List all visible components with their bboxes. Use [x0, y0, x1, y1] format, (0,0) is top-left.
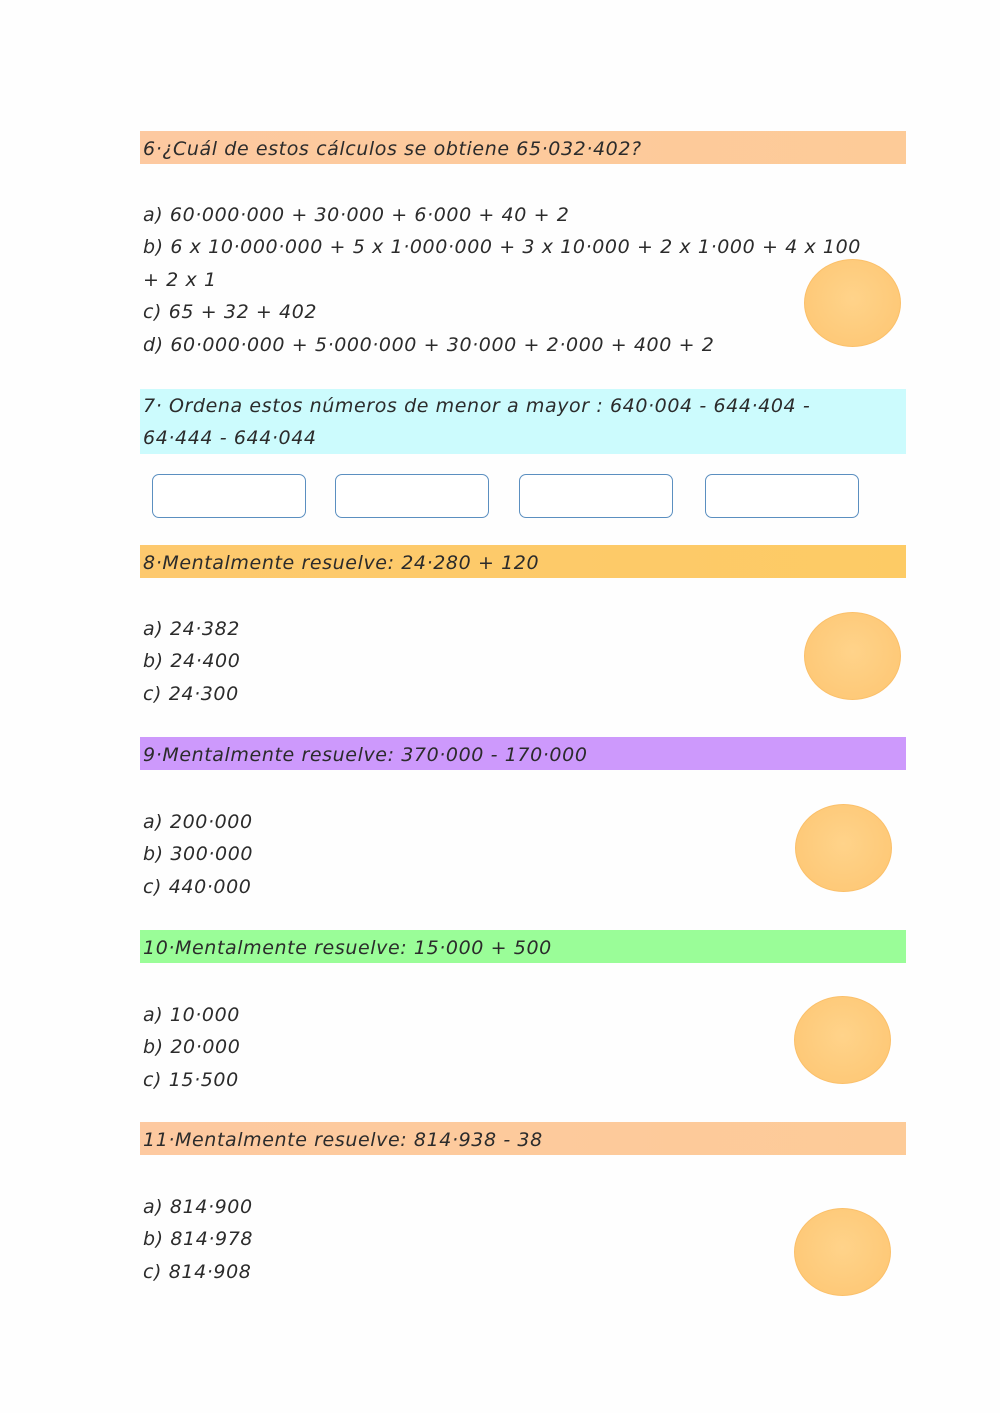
q10-answer-circle[interactable] [794, 996, 891, 1084]
q10-option-b: b) 20·000 [143, 1036, 241, 1059]
q11-title: 11·Mentalmente resuelve: 814·938 - 38 [143, 1129, 543, 1151]
q11-option-c: c) 814·908 [143, 1260, 252, 1283]
q7-title: 7· Ordena estos números de menor a mayor : 640·004 - 644·404 - 64·444 - 644·044 [143, 395, 811, 449]
q7-answer-box-2[interactable] [335, 474, 489, 518]
q7-answer-box-1[interactable] [152, 474, 306, 518]
q10-title-band [140, 930, 906, 963]
q6-answer-circle[interactable] [804, 259, 901, 347]
q10-options [143, 999, 883, 1096]
q9-option-a: a) 200·000 [143, 811, 253, 833]
q7-answer-box-4[interactable] [705, 474, 859, 518]
q7-title-band [140, 389, 906, 454]
q6-option-d: d) 60·000·000 + 5·000·000 + 30·000 + 2·000 + 400 + 2 [143, 333, 715, 356]
q9-title: 9·Mentalmente resuelve: 370·000 - 170·000 [143, 744, 588, 766]
q11-option-b: b) 814·978 [143, 1228, 254, 1251]
q10-title: 10·Mentalmente resuelve: 15·000 + 500 [143, 937, 552, 959]
q9-option-c: c) 440·000 [143, 875, 252, 898]
q10-option-a: a) 10·000 [143, 1004, 240, 1026]
q6-title: 6·¿Cuál de estos cálculos se obtiene 65·032·402? [143, 138, 642, 160]
q9-options [143, 806, 883, 903]
q8-answer-circle[interactable] [804, 612, 901, 700]
q6-options [143, 199, 883, 361]
q8-title: 8·Mentalmente resuelve: 24·280 + 120 [143, 552, 540, 574]
q6-title-band [140, 131, 906, 164]
q11-title-band [140, 1122, 906, 1155]
q11-options [143, 1191, 883, 1288]
q9-title-band [140, 737, 906, 770]
q6-option-a: a) 60·000·000 + 30·000 + 6·000 + 40 + 2 [143, 204, 570, 226]
q8-options [143, 613, 883, 710]
q9-answer-circle[interactable] [795, 804, 892, 892]
q8-option-b: b) 24·400 [143, 650, 241, 673]
q6-option-c: c) 65 + 32 + 402 [143, 301, 318, 324]
q11-answer-circle[interactable] [794, 1208, 891, 1296]
q11-option-a: a) 814·900 [143, 1196, 253, 1218]
q8-option-a: a) 24·382 [143, 618, 240, 640]
q10-option-c: c) 15·500 [143, 1068, 239, 1091]
q8-title-band [140, 545, 906, 578]
q6-option-b: b) 6 x 10·000·000 + 5 x 1·000·000 + 3 x 10·000 + 2 x 1·000 + 4 x 100 + 2 x 1 [143, 236, 861, 291]
q9-option-b: b) 300·000 [143, 843, 254, 866]
q8-option-c: c) 24·300 [143, 682, 239, 705]
q7-answer-box-3[interactable] [519, 474, 673, 518]
